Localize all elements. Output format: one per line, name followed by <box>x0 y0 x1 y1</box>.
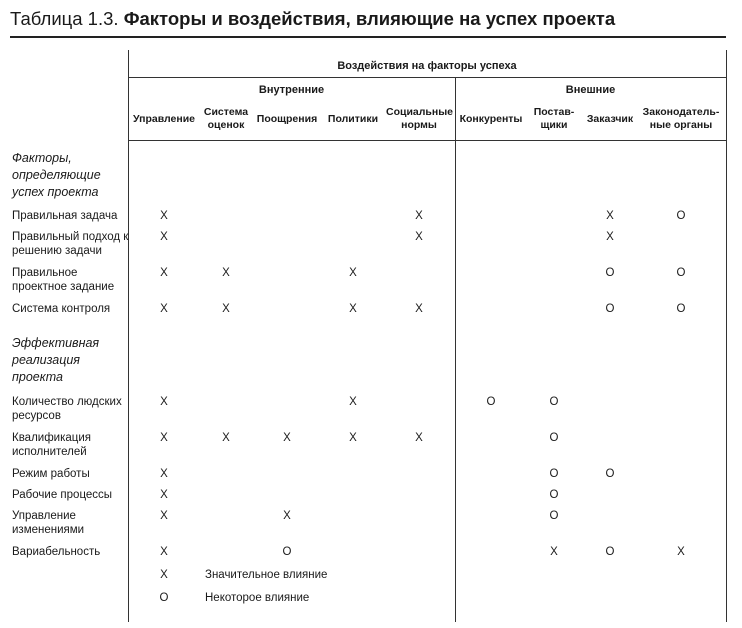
column-header: Конкуренты <box>459 113 523 125</box>
top-rule <box>10 36 726 38</box>
mark-significant: X <box>415 231 423 243</box>
column-header: Поощрения <box>256 113 318 125</box>
mark-significant: X <box>160 489 168 501</box>
row-label: Система контроля <box>12 303 111 315</box>
row-label: Режим работы <box>12 468 90 480</box>
legend-symbol: O <box>159 592 169 604</box>
legend-text: Некоторое влияние <box>205 592 310 604</box>
mark-some: O <box>549 489 559 501</box>
mark-significant: X <box>349 267 357 279</box>
row-label: Количество людских ресурсов <box>12 396 122 422</box>
mark-significant: X <box>415 303 423 315</box>
row-label: Управление изменениями <box>12 510 85 536</box>
column-header: Заказчик <box>586 113 634 125</box>
mark-significant: X <box>160 303 168 315</box>
column-header: Управление <box>132 113 196 125</box>
mark-some: O <box>486 396 496 408</box>
column-header: Система оценок <box>203 106 249 131</box>
header-external: Внешние <box>565 84 616 96</box>
row-label: Правильная задача <box>12 210 118 222</box>
mark-significant: X <box>222 432 230 444</box>
group-divider <box>455 78 456 622</box>
header-rule-1 <box>128 77 726 78</box>
mark-significant: X <box>349 396 357 408</box>
mark-significant: X <box>349 432 357 444</box>
mark-significant: X <box>160 396 168 408</box>
mark-significant: X <box>160 468 168 480</box>
right-border <box>726 50 727 622</box>
column-header: Социальные нормы <box>386 106 454 131</box>
mark-significant: X <box>160 546 168 558</box>
mark-significant: X <box>160 210 168 222</box>
mark-significant: X <box>677 546 685 558</box>
mark-significant: X <box>160 267 168 279</box>
mark-significant: X <box>349 303 357 315</box>
column-header: Политики <box>327 113 379 125</box>
row-label: Правильный подход к решению задачи <box>12 231 129 257</box>
column-header: Законодатель- ные органы <box>642 106 720 131</box>
row-label: Вариабельность <box>12 546 101 558</box>
mark-some: O <box>605 267 615 279</box>
mark-significant: X <box>283 432 291 444</box>
mark-some: O <box>676 303 686 315</box>
header-internal: Внутренние <box>258 84 325 96</box>
mark-some: O <box>549 510 559 522</box>
mark-significant: X <box>160 432 168 444</box>
mark-significant: X <box>415 432 423 444</box>
mark-some: O <box>549 396 559 408</box>
row-label: Рабочие процессы <box>12 489 113 501</box>
mark-significant: X <box>606 210 614 222</box>
header-main: Воздействия на факторы успеха <box>337 60 517 72</box>
table-name: Факторы и воздействия, влияющие на успех проекта <box>123 8 616 29</box>
section-title: Эффективная реализация проекта <box>12 336 100 384</box>
header-rule-2 <box>128 140 726 141</box>
mark-significant: X <box>222 267 230 279</box>
mark-significant: X <box>160 510 168 522</box>
row-label: Квалификация исполнителей <box>12 432 92 458</box>
row-label: Правильное проектное задание <box>12 267 115 293</box>
legend-text: Значительное влияние <box>205 569 328 581</box>
mark-some: O <box>549 468 559 480</box>
mark-some: O <box>605 468 615 480</box>
mark-some: O <box>605 303 615 315</box>
mark-some: O <box>676 210 686 222</box>
table-title <box>10 8 615 30</box>
legend-symbol: X <box>160 569 168 581</box>
column-header: Постав- щики <box>533 106 575 131</box>
mark-some: O <box>282 546 292 558</box>
mark-some: O <box>676 267 686 279</box>
table-number: Таблица 1.3. <box>10 8 119 29</box>
mark-some: O <box>605 546 615 558</box>
mark-significant: X <box>606 231 614 243</box>
mark-some: O <box>549 432 559 444</box>
section-title: Факторы, определяющие успех проекта <box>12 151 101 199</box>
mark-significant: X <box>415 210 423 222</box>
mark-significant: X <box>550 546 558 558</box>
mark-significant: X <box>160 231 168 243</box>
mark-significant: X <box>222 303 230 315</box>
mark-significant: X <box>283 510 291 522</box>
